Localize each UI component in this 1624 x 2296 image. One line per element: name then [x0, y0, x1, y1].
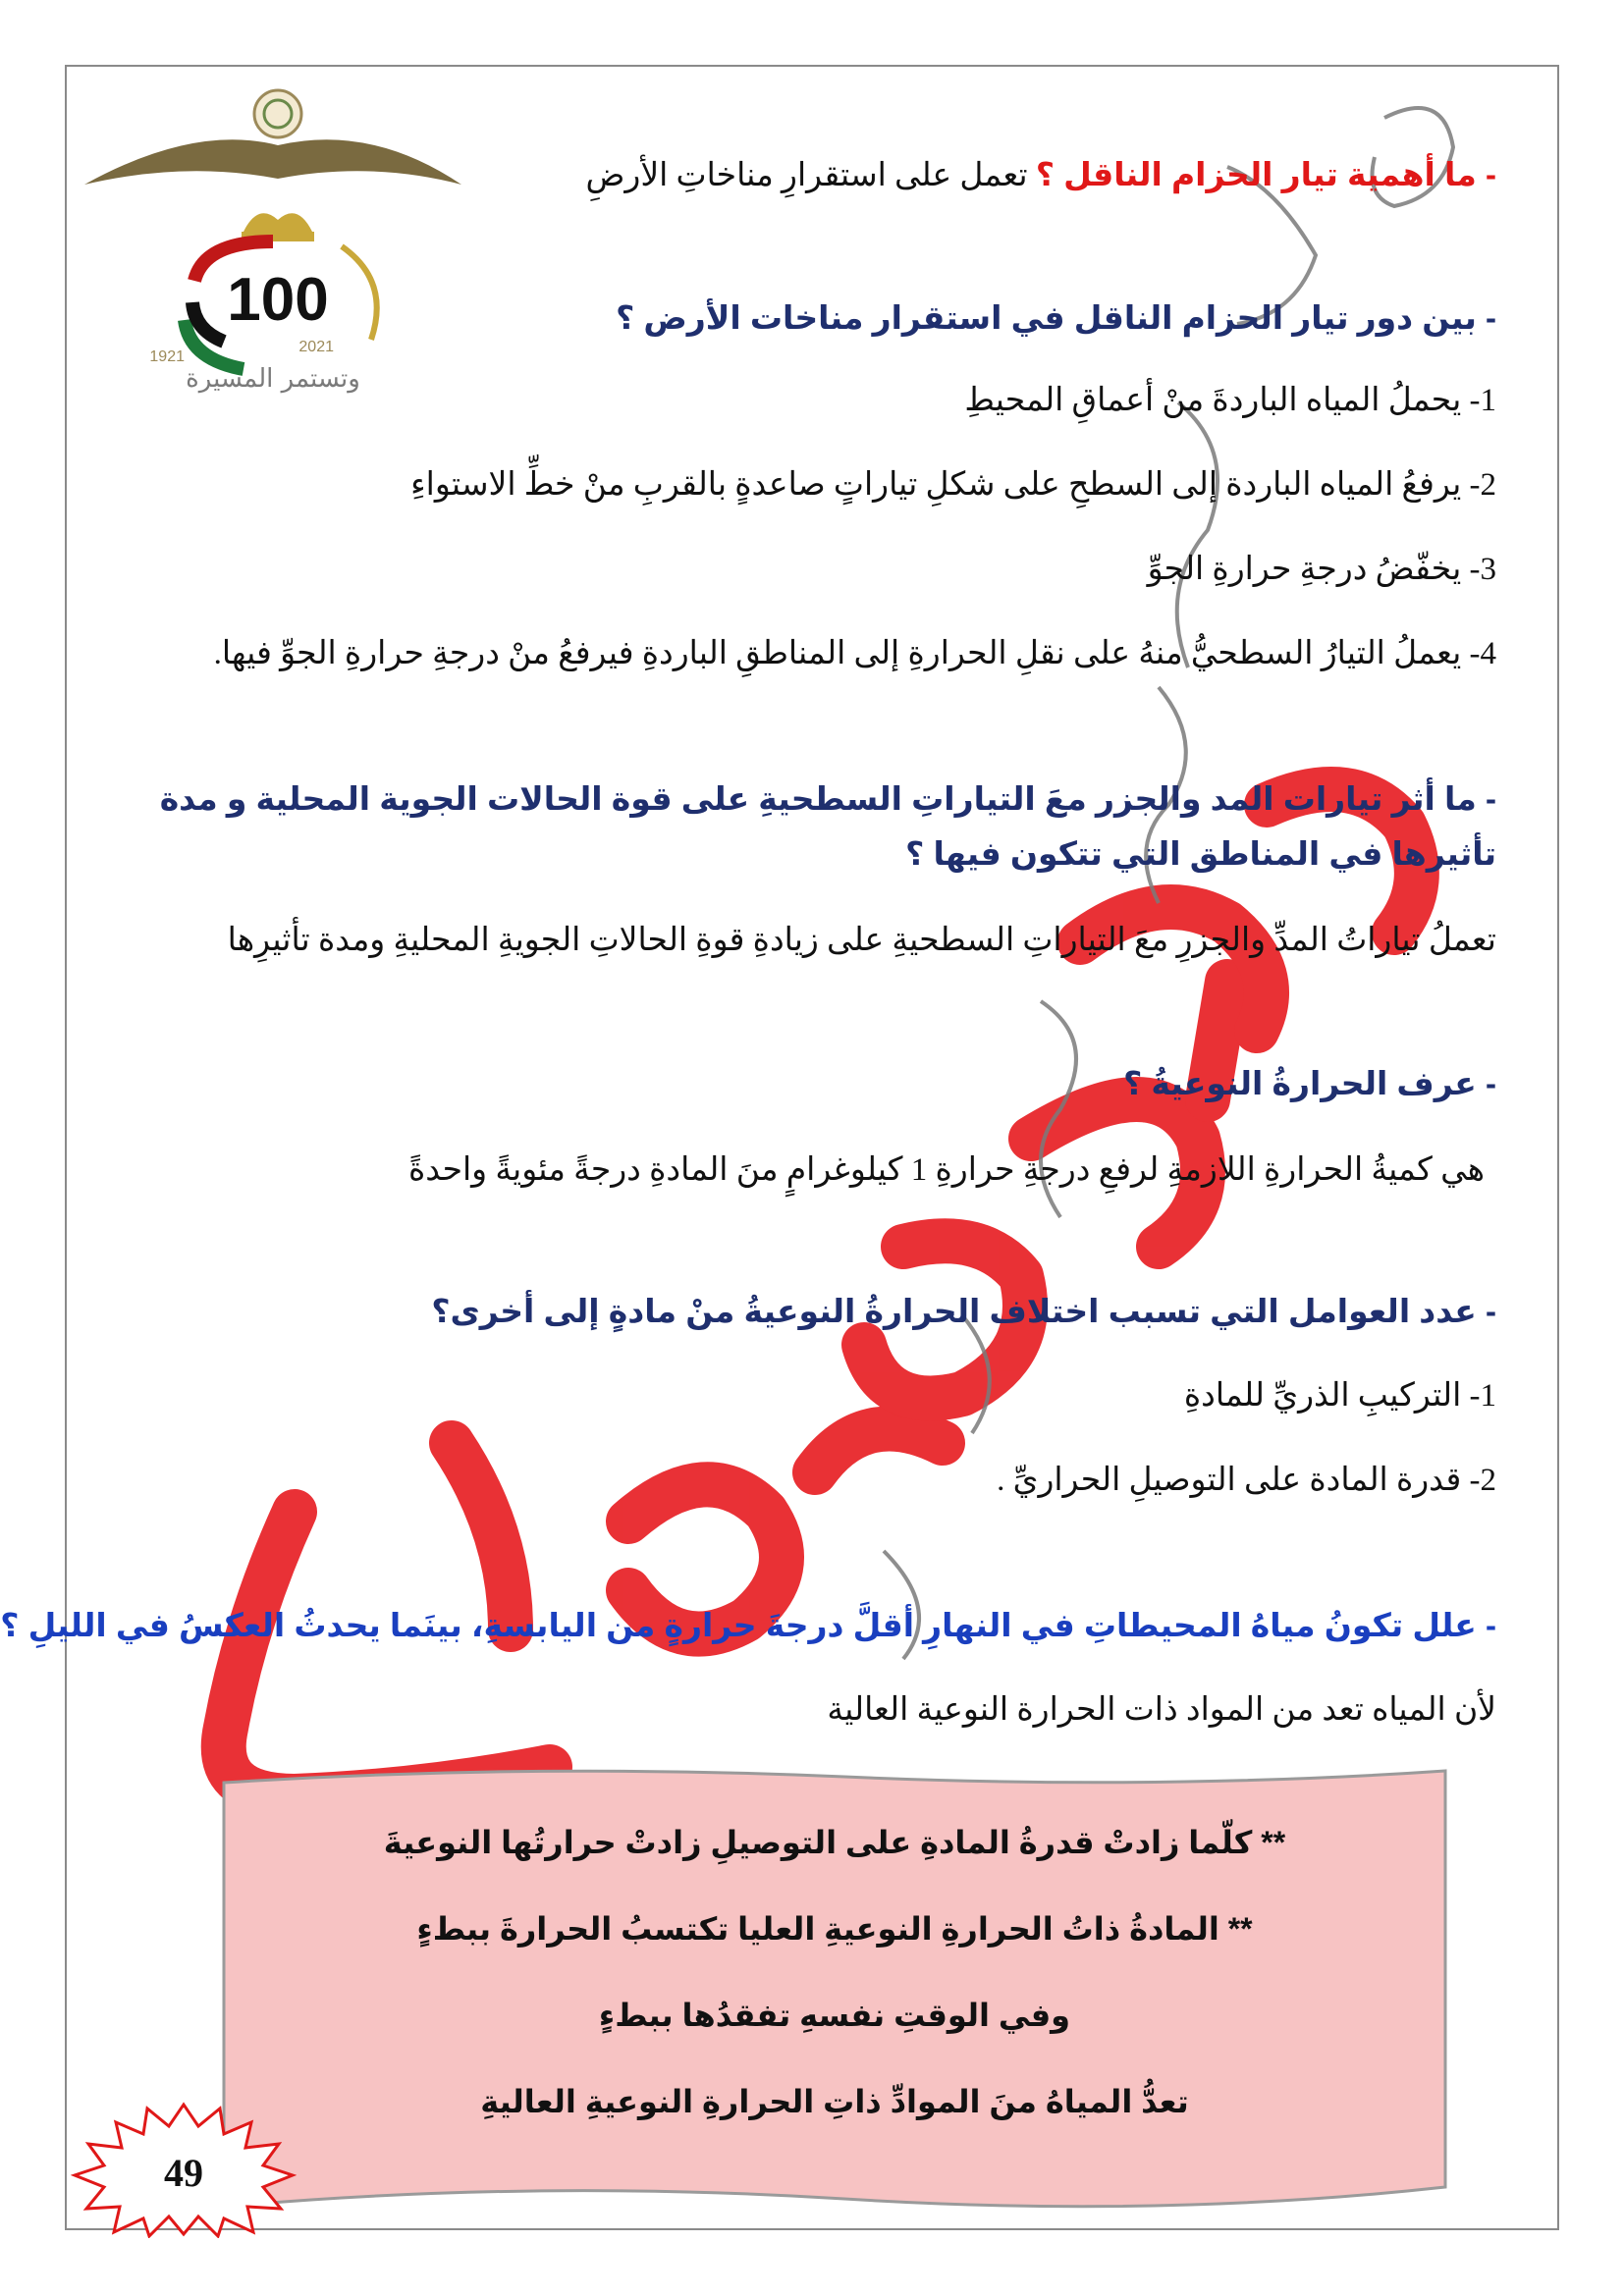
q2-item-1: 1- يحملُ المياه الباردةَ منْ أعماقِ المحيطِ: [964, 383, 1496, 418]
q3-answer: تعملُ تياراتُ المدِّ والجزرِ معَ التياراتِ السطحيةِ على زيادةِ قوةِ الحالاتِ الجويةِ المحليةِ ومدة تأثيرِها: [227, 923, 1496, 958]
q1-question: - ما أهمية تيار الحزام الناقل ؟: [1035, 156, 1496, 192]
q6-answer: لأن المياه تعد من المواد ذات الحرارة النوعية العالية: [827, 1692, 1496, 1728]
q5-item-1: 1- التركيبِ الذريِّ للمادةِ: [1183, 1378, 1496, 1414]
note-line-2: ** المادةُ ذاتُ الحرارةِ النوعيةِ العليا تكتسبُ الحرارةَ ببطءٍ: [416, 1911, 1253, 1947]
logo-number: 100: [227, 266, 329, 334]
q2-item-2: 2- يرفعُ المياه الباردة إلى السطحِ على شكلِ تياراتٍ صاعدةٍ بالقربِ منْ خطِّ الاستواءِ: [410, 467, 1496, 503]
logo-slogan: وتستمر المسيرة: [186, 364, 360, 394]
q2-question: - بين دور تيار الحزام الناقل في استقرار مناخات الأرض ؟: [616, 299, 1496, 336]
q1-answer: تعمل على استقرارِ مناخاتِ الأرضِ: [585, 158, 1036, 193]
note-line-1: ** كلّما زادتْ قدرةُ المادةِ على التوصيلِ زادتْ حرارتُها النوعيةَ: [383, 1825, 1286, 1860]
page-number: 49: [164, 2151, 203, 2195]
q4-question: - عرف الحرارةُ النوعيةُ ؟: [1123, 1065, 1496, 1101]
note-line-4: تعدُّ المياهُ منَ الموادِّ ذاتِ الحرارةِ النوعيةِ العاليةِ: [480, 2084, 1189, 2119]
q2-item-4: 4- يعملُ التيارُ السطحيُّ منهُ على نقلِ الحرارةِ إلى المناطقِ الباردةِ فيرفعُ منْ درجةِ حرارةِ الجوِّ فيها.: [213, 636, 1496, 671]
q6-question: - علل تكونُ مياهُ المحيطاتِ في النهارِ أقلَّ درجةَ حرارةٍ من اليابسةِ، بينَما يحدثُ العكسُ في الليلِ ؟: [0, 1607, 1496, 1643]
q5-question: - عدد العوامل التي تسبب اختلاف الحرارةُ النوعيةُ منْ مادةٍ إلى أخرى؟: [431, 1293, 1496, 1329]
q2-item-3: 3- يخفّضُ درجةِ حرارةِ الجوِّ: [1147, 552, 1496, 587]
svg-text:1921: 1921: [149, 348, 185, 365]
q1-line: [585, 151, 1496, 199]
note-line-3: وفي الوقتِ نفسهِ تفقدُها ببطءٍ: [598, 1998, 1071, 2033]
q3-question: - ما أثر تيارات المد والجزر معَ التياراتِ السطحيةِ على قوة الحالات الجوية المحلية و مدة تأثيرها في المناطق التي تتكون فيها ؟: [159, 780, 1496, 872]
q5-item-2: 2- قدرة المادة على التوصيلِ الحراريِّ .: [997, 1463, 1496, 1498]
q4-answer: هي كميةُ الحرارةِ اللازمةِ لرفعِ درجةِ حرارةِ 1 كيلوغرامٍ منَ المادةِ درجةً مئويةً واحدةً: [407, 1152, 1485, 1188]
svg-text:2021: 2021: [298, 339, 334, 355]
